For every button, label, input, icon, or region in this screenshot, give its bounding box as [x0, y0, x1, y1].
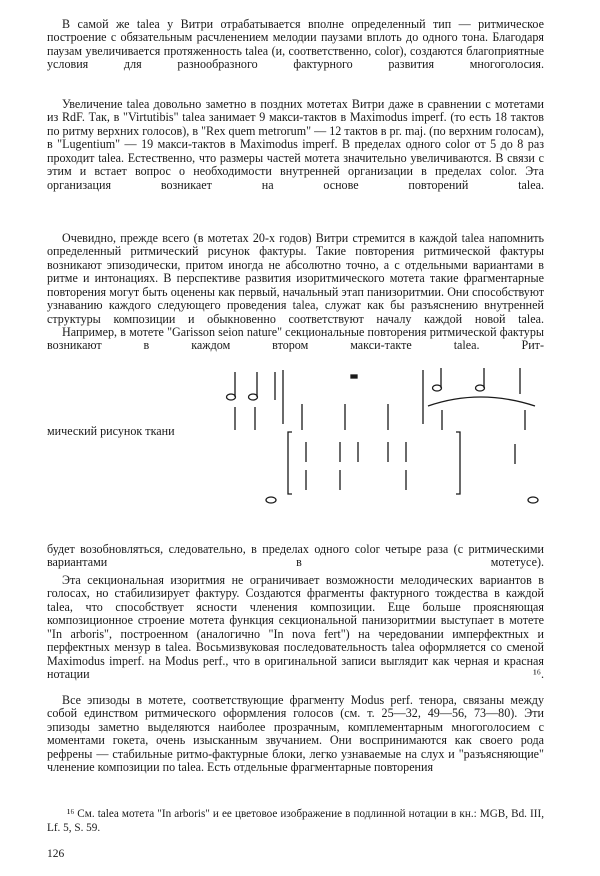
paragraph-6: Эта секциональная изоритмия не ограничивает возможности мелодических вариантов в голосах, но стабилизирует фактуру. Создаются фрагменты фактурного тождества в каждой talea, что способствует ясности членения композиции. Еще больше проясняющая композиционное строение мотета функция секциональной панизоритмии выступает в мотете "In arboris", построенном (аналогично "In nova fert") на чередовании имперфектных и перфектных мензур в talea. Восьмизвуковая последовательность talea оформляется со сменой Maximodus imperf. на Modus perf., что в оригинальной записи выглядит как черная и красная нотации ¹⁶. [47, 573, 544, 682]
paragraph-4: Например, в мотете "Garisson seion nature" секциональные повторения ритмической фактуры возникают в каждом втором макси-такте talea. Рит- [47, 325, 544, 353]
paragraph-5: будет возобновляться, следовательно, в пределах одного color четыре раза (с ритмическими вариантами в мотетусе). [47, 542, 544, 570]
note-head [227, 394, 236, 400]
paragraph-2: Увеличение talea довольно заметно в поздних мотетах Витри даже в сравнении с мотетами из RdF. Так, в "Virtutibis" talea занимает 9 макси-тактов в Maximodus imperf. (то есть 18 тактов по ритму верхних голосов), в "Rex quem metrorum" — 12 тактов в pr. maj. (по верхним голосам), в "Lugentium" — 19 макси-тактов в Maximodus imperf. В пределах одного color от 5 до 8 раз проходит talea. Естественно, что размеры частей мотета значительно увеличиваются. В связи с этим и встает вопрос о необходимости внутренней организации в пределах color. Эта организация возникает на основе повторений talea. [47, 97, 544, 192]
paragraph-1: В самой же talea у Витри отрабатывается вполне определенный тип — ритмическое построение с обязательным расчленением мелодии паузами вплоть до одного тона. Благодаря паузам увеличивается протяженность talea (и, соответственно, color), создаются благоприятные условия для разнообразного фактурного развития многоголосия. [47, 17, 544, 72]
rest-mark [351, 375, 357, 378]
footnote: ¹⁶ См. talea мотета "In arboris" и ее цветовое изображение в подлинной нотации в кн.: MGB, Bd. III, Lf. 5, S. 59. [47, 808, 544, 834]
tie-arc [428, 397, 535, 406]
bracket [456, 432, 460, 494]
page-number: 126 [47, 848, 65, 860]
music-notation-example [220, 362, 560, 512]
paragraph-7: Все эпизоды в мотете, соответствующие фрагменту Modus perf. тенора, связаны между собой единством ритмического оформления голосов (см. т. 25—32, 49—56, 73—80). Эти эпизоды заметно выделяются наиболее прозрачным, комплементарным многоголосием с моментами гокета, очень изысканным звучанием. Они воспринимаются как своего рода рефрены — стабильные ритмо-фактурные блоки, легко узнаваемые на слух и "разъясняющие" членение композиции по talea. Есть отдельные фрагментарные повторения [47, 693, 544, 775]
bracket [288, 432, 292, 494]
music-caption: мический рисунок ткани [47, 424, 175, 438]
paragraph-3: Очевидно, прежде всего (в мотетах 20-х годов) Витри стремится в каждой talea напомнить определенный ритмический рисунок фактуры. Такие повторения ритмической фактуры возникают эпизодически, притом иногда не абсолютно точно, а с отдельными вариантами в ритме и интонациях. В перспективе развития изоритмического мотета такие фрагментарные повторения могут быть оценены как первый, начальный этап панизоритмии. Они способствуют узнаванию каждого следующего проведения talea, служат как бы разъяснению внутренней структуры композиции и обыкновенно соответствуют началу каждой новой talea. [47, 231, 544, 326]
